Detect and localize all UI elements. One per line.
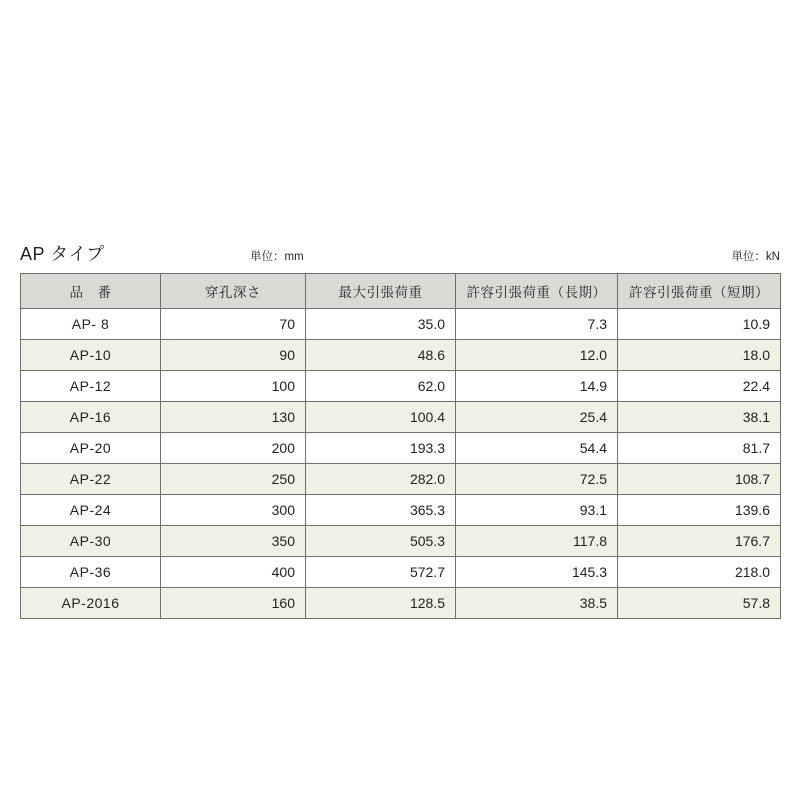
cell-max-tensile-load: 128.5 [306,588,456,619]
page-title: AP タイプ [20,244,105,264]
cell-drill-depth: 200 [161,433,306,464]
cell-drill-depth: 350 [161,526,306,557]
table-row [21,371,781,402]
cell-allowable-short-term: 81.7 [618,433,781,464]
cell-drill-depth: 160 [161,588,306,619]
cell-drill-depth: 130 [161,402,306,433]
cell-allowable-short-term: 22.4 [618,371,781,402]
column-header-model: 品 番 [21,274,161,309]
cell-max-tensile-load: 505.3 [306,526,456,557]
cell-model: AP-36 [21,557,161,588]
cell-allowable-short-term: 218.0 [618,557,781,588]
cell-allowable-short-term: 18.0 [618,340,781,371]
cell-allowable-short-term: 139.6 [618,495,781,526]
table-head [21,274,781,309]
column-header-allowable-short-term: 許容引張荷重（短期） [618,274,781,309]
cell-model: AP- 8 [21,309,161,340]
cell-allowable-long-term: 12.0 [456,340,618,371]
cell-max-tensile-load: 48.6 [306,340,456,371]
cell-model: AP-2016 [21,588,161,619]
table-row [21,402,781,433]
table-row [21,495,781,526]
cell-max-tensile-load: 100.4 [306,402,456,433]
cell-max-tensile-load: 365.3 [306,495,456,526]
table-row [21,433,781,464]
cell-drill-depth: 90 [161,340,306,371]
table-row [21,588,781,619]
table-row [21,309,781,340]
cell-drill-depth: 400 [161,557,306,588]
cell-allowable-short-term: 176.7 [618,526,781,557]
cell-allowable-short-term: 38.1 [618,402,781,433]
cell-max-tensile-load: 62.0 [306,371,456,402]
table-body [21,309,781,619]
cell-allowable-short-term: 108.7 [618,464,781,495]
cell-max-tensile-load: 282.0 [306,464,456,495]
cell-drill-depth: 250 [161,464,306,495]
spec-sheet [20,240,780,619]
cell-model: AP-24 [21,495,161,526]
cell-model: AP-10 [21,340,161,371]
cell-model: AP-20 [21,433,161,464]
title-row [20,240,780,268]
cell-drill-depth: 70 [161,309,306,340]
cell-model: AP-16 [21,402,161,433]
cell-allowable-long-term: 7.3 [456,309,618,340]
cell-model: AP-12 [21,371,161,402]
table-header-row [21,274,781,309]
unit-label-mm: 単位：mm [250,251,304,263]
table-row [21,526,781,557]
cell-allowable-long-term: 14.9 [456,371,618,402]
cell-drill-depth: 300 [161,495,306,526]
cell-allowable-long-term: 38.5 [456,588,618,619]
cell-allowable-short-term: 57.8 [618,588,781,619]
cell-allowable-long-term: 117.8 [456,526,618,557]
cell-model: AP-22 [21,464,161,495]
column-header-drill-depth: 穿孔深さ [161,274,306,309]
cell-max-tensile-load: 572.7 [306,557,456,588]
cell-allowable-short-term: 10.9 [618,309,781,340]
cell-allowable-long-term: 25.4 [456,402,618,433]
cell-allowable-long-term: 145.3 [456,557,618,588]
table-row [21,464,781,495]
table-row [21,340,781,371]
specification-table [20,273,781,619]
unit-label-kn: 単位：kN [731,251,780,263]
cell-model: AP-30 [21,526,161,557]
cell-allowable-long-term: 72.5 [456,464,618,495]
cell-max-tensile-load: 193.3 [306,433,456,464]
cell-max-tensile-load: 35.0 [306,309,456,340]
cell-drill-depth: 100 [161,371,306,402]
table-row [21,557,781,588]
column-header-allowable-long-term: 許容引張荷重（長期） [456,274,618,309]
cell-allowable-long-term: 54.4 [456,433,618,464]
cell-allowable-long-term: 93.1 [456,495,618,526]
column-header-max-tensile-load: 最大引張荷重 [306,274,456,309]
